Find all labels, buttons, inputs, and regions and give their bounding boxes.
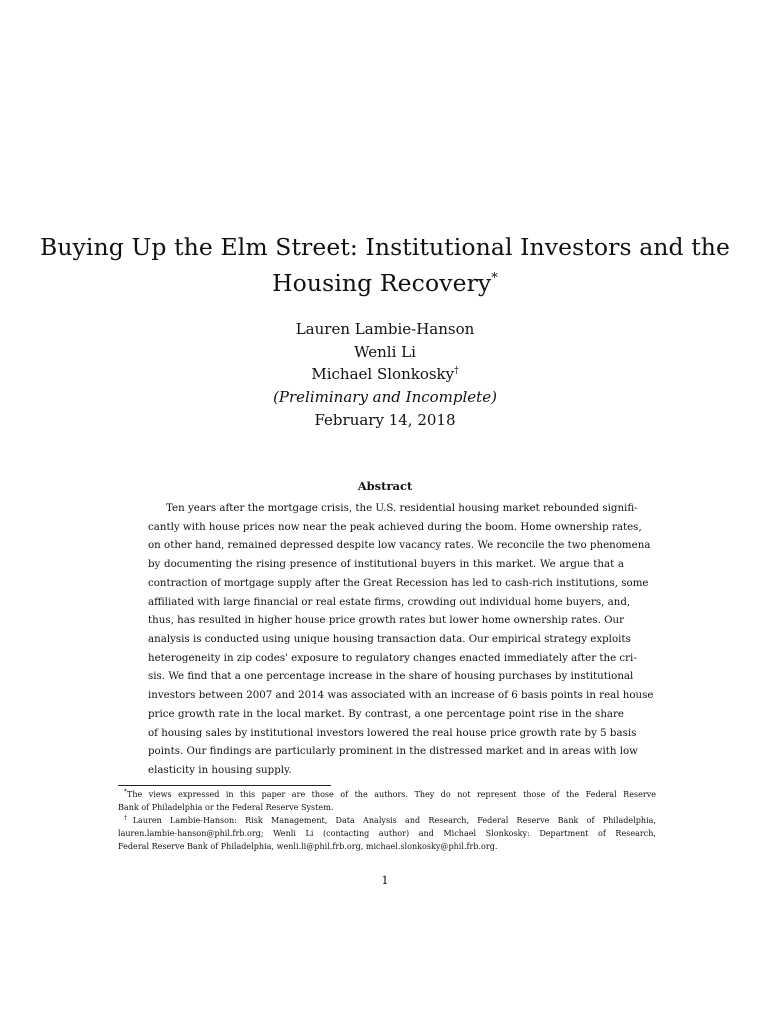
page-number: 1	[381, 874, 389, 887]
paper-date: February 14, 2018	[314, 411, 456, 429]
author-footnote-mark: †	[454, 366, 459, 376]
abstract-line: sis. We find that a one percentage increase in the share of housing purchases by institutional	[148, 670, 634, 683]
author-name-with-mark	[0, 363, 770, 386]
author-block	[0, 318, 770, 408]
abstract-line: elasticity in housing supply.	[148, 764, 292, 777]
footnote-rule	[118, 785, 331, 786]
abstract-body	[148, 499, 654, 780]
footnote-line: Federal Reserve Bank of Philadelphia, wenli.li@phil.frb.org, michael.slonkosky@phil.frb.org.	[118, 842, 498, 852]
footnote-line: lauren.lambie-hanson@phil.frb.org; Wenli Li (contacting author) and Michael Slonkosky: Department of Research,	[118, 829, 656, 839]
title-line-2	[0, 265, 770, 301]
footnote-mark: *	[124, 788, 127, 796]
author-name: Wenli Li	[354, 342, 416, 361]
title-line-1: Buying Up the Elm Street: Institutional Investors and the	[39, 233, 731, 261]
footnote-line	[118, 788, 656, 801]
abstract-line: contraction of mortgage supply after the Great Recession has led to cash-rich institutions, some	[148, 576, 649, 589]
footnote-text: Lauren Lambie-Hanson: Risk Management, Data Analysis and Research, Federal Reserve Bank of Philadelphia,	[132, 816, 656, 826]
footnote-mark: †	[124, 814, 133, 822]
author-name: Michael Slonkosky	[311, 365, 455, 383]
abstract-line: thus, has resulted in higher house price growth rates but lower home ownership rates. Our	[148, 614, 624, 627]
abstract-line: cantly with house prices now near the peak achieved during the boom. Home ownership rates,	[148, 520, 642, 533]
abstract-line: heterogeneity in zip codes' exposure to regulatory changes enacted immediately after the cri-	[148, 651, 637, 664]
author-name: Lauren Lambie-Hanson	[295, 320, 475, 338]
abstract-line: Ten years after the mortgage crisis, the U.S. residential housing market rebounded signifi-	[166, 502, 638, 514]
draft-status: (Preliminary and Incomplete)	[273, 387, 497, 406]
footnotes	[118, 788, 656, 853]
abstract-line: investors between 2007 and 2014 was associated with an increase of 6 basis points in real house	[148, 689, 654, 702]
footnote-line: Bank of Philadelphia or the Federal Reserve System.	[118, 803, 334, 813]
abstract-line: on other hand, remained depressed despite low vacancy rates. We reconcile the two phenomena	[148, 539, 651, 552]
title-footnote-mark: *	[491, 271, 498, 287]
footnote-line	[118, 814, 656, 827]
abstract-line: of housing sales by institutional investors lowered the real house price growth rate by 5 basis	[148, 726, 637, 739]
abstract-line: points. Our findings are particularly prominent in the distressed market and in areas with low	[148, 745, 638, 758]
abstract-line: analysis is conducted using unique housing transaction data. Our empirical strategy exploits	[148, 633, 631, 646]
footnote-text: The views expressed in this paper are those of the authors. They do not represent those of the Federal Reserve	[127, 790, 656, 799]
abstract-line: price growth rate in the local market. By contrast, a one percentage point rise in the share	[148, 707, 624, 720]
abstract-line: affiliated with large financial or real estate firms, crowding out individual home buyers, and,	[148, 595, 631, 608]
paper-title	[0, 229, 770, 301]
abstract-heading: Abstract	[357, 479, 413, 493]
title-line-2-text: Housing Recovery	[272, 269, 492, 297]
abstract-line: by documenting the rising presence of institutional buyers in this market. We argue that a	[148, 558, 624, 571]
